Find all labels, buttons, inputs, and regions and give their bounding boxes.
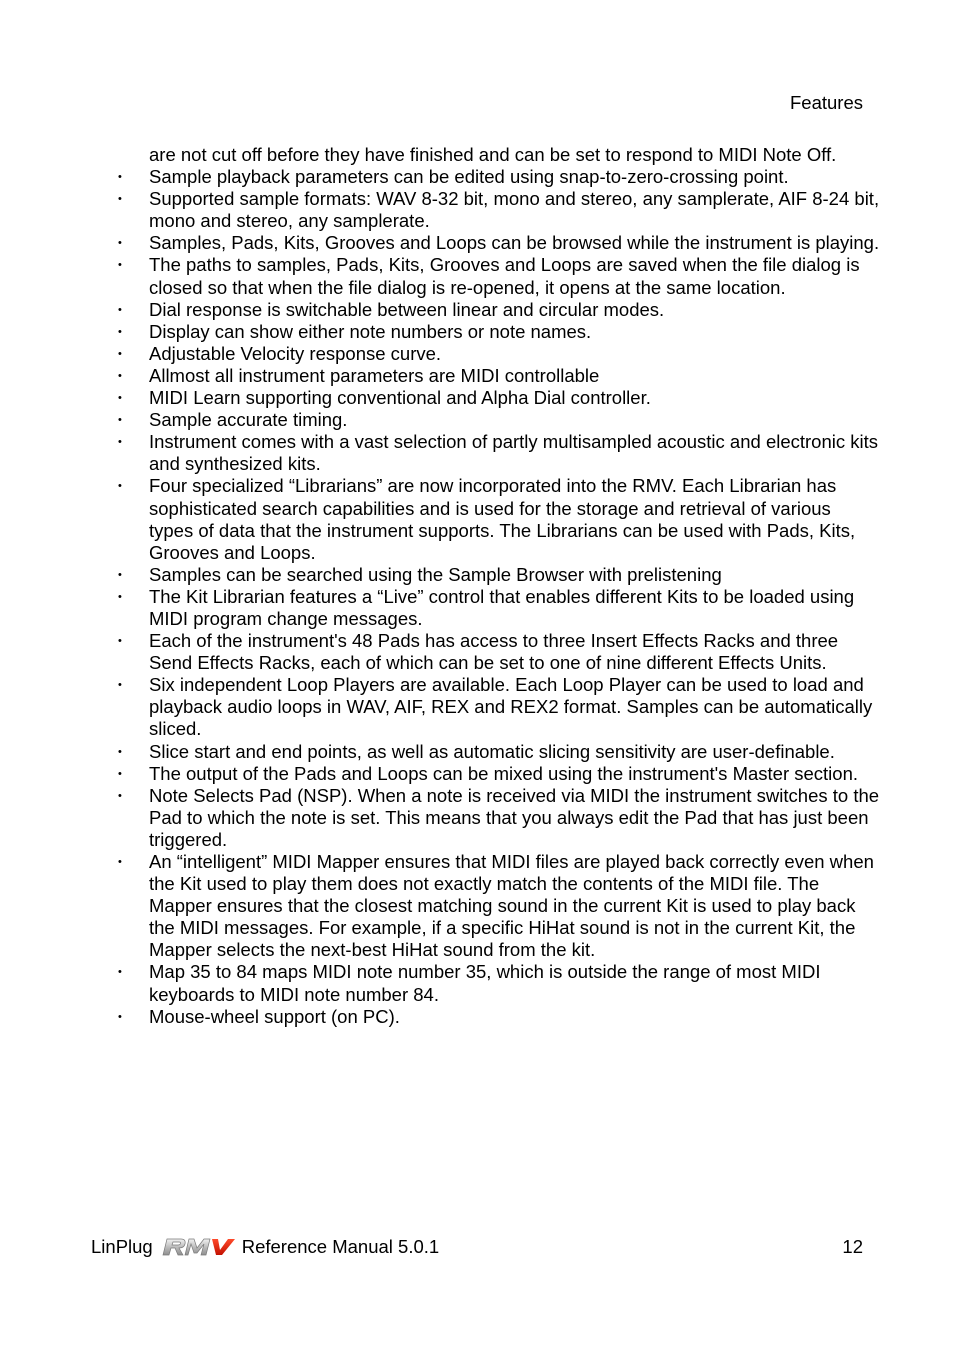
bullet-icon: • <box>118 767 122 780</box>
feature-text: Samples, Pads, Kits, Grooves and Loops can be browsed while the instrument is playing. <box>149 232 880 254</box>
feature-list-item <box>90 763 880 785</box>
feature-list-item <box>90 961 880 1005</box>
bullet-icon: • <box>118 414 122 427</box>
feature-text: Supported sample formats: WAV 8-32 bit, mono and stereo, any samplerate, AIF 8-24 bit, mono and stereo, any samplerate. <box>149 188 880 232</box>
bullet-icon: • <box>118 347 122 360</box>
feature-text: Each of the instrument's 48 Pads has access to three Insert Effects Racks and three Send Effects Racks, each of which can be set to one of nine different Effects Units. <box>149 630 839 674</box>
feature-list-item <box>90 1006 880 1028</box>
feature-list-item <box>90 254 880 298</box>
rmv-logo <box>159 1236 237 1258</box>
feature-list-item <box>90 299 880 321</box>
feature-text: Slice start and end points, as well as automatic slicing sensitivity are user-definable. <box>149 740 835 762</box>
page-footer <box>91 1236 863 1260</box>
bullet-icon: • <box>118 1010 122 1023</box>
feature-text: MIDI Learn supporting conventional and Alpha Dial controller. <box>149 387 651 409</box>
feature-list-item <box>90 475 880 563</box>
feature-text: Instrument comes with a vast selection of partly multisampled acoustic and electronic kits and synthesized kits. <box>149 431 879 475</box>
bullet-icon: • <box>118 193 122 206</box>
feature-list-item <box>90 409 880 431</box>
feature-text: Dial response is switchable between linear and circular modes. <box>149 298 665 320</box>
footer-left <box>91 1236 439 1258</box>
bullet-icon: • <box>118 480 122 493</box>
feature-text: Six independent Loop Players are available. Each Loop Player can be used to load and playback audio loops in WAV, AIF, REX and REX2 format. Samples can be automatically sliced. <box>149 674 873 740</box>
bullet-icon: • <box>118 259 122 272</box>
bullet-icon: • <box>118 436 122 449</box>
bullet-icon: • <box>118 789 122 802</box>
feature-list-item <box>90 166 880 188</box>
feature-list-item <box>90 741 880 763</box>
bullet-icon: • <box>118 679 122 692</box>
feature-text: An “intelligent” MIDI Mapper ensures that MIDI files are played back correctly even when the Kit used to play them does not exactly match the contents of the MIDI file. The Mapper ensures that the closest matching sound in the current Kit is used to play back the MIDI messages. For example, if a specific HiHat sound is not in the current Kit, the Mapper selects the next-best HiHat sound from the kit. <box>149 851 874 961</box>
bullet-icon: • <box>118 635 122 648</box>
feature-text: Display can show either note numbers or note names. <box>149 320 592 342</box>
footer-brand: LinPlug <box>91 1236 153 1257</box>
continued-paragraph: are not cut off before they have finished and can be set to respond to MIDI Note Off. <box>149 144 837 165</box>
feature-list-item <box>90 188 880 232</box>
feature-list-item <box>90 431 880 475</box>
feature-list <box>90 166 880 1028</box>
feature-list-item <box>90 674 880 740</box>
page-number: 12 <box>842 1236 863 1257</box>
feature-text: The paths to samples, Pads, Kits, Grooves and Loops are saved when the file dialog is closed so that when the file dialog is re-opened, it opens at the same location. <box>149 254 860 298</box>
feature-list-item <box>90 785 880 851</box>
feature-text: Adjustable Velocity response curve. <box>149 342 442 364</box>
footer-manual-title: Reference Manual 5.0.1 <box>241 1236 440 1257</box>
section-header: Features <box>789 92 863 113</box>
feature-list-item <box>90 343 880 365</box>
feature-text: Sample accurate timing. <box>149 409 348 431</box>
bullet-icon: • <box>118 392 122 405</box>
bullet-icon: • <box>118 590 122 603</box>
bullet-icon: • <box>118 745 122 758</box>
feature-text: Allmost all instrument parameters are MIDI controllable <box>149 364 600 386</box>
feature-text: Four specialized “Librarians” are now incorporated into the RMV. Each Librarian has sophisticated search capabilities and is used for the storage and retrieval of various types of data that the instrument supports. The Librarians can be used with Pads, Kits, Grooves and Loops. <box>149 475 856 563</box>
feature-text: Sample playback parameters can be edited using snap-to-zero-crossing point. <box>149 166 789 188</box>
bullet-icon: • <box>118 325 122 338</box>
feature-list-item <box>90 564 880 586</box>
page-body <box>90 144 880 1028</box>
feature-text: The Kit Librarian features a “Live” control that enables different Kits to be loaded using MIDI program change messages. <box>149 585 855 629</box>
feature-text: Samples can be searched using the Sample Browser with prelistening <box>149 563 722 585</box>
feature-text: Map 35 to 84 maps MIDI note number 35, which is outside the range of most MIDI keyboards to MIDI note number 84. <box>149 961 821 1005</box>
feature-text: Mouse-wheel support (on PC). <box>149 1005 400 1027</box>
bullet-icon: • <box>118 856 122 868</box>
feature-list-item <box>90 387 880 409</box>
bullet-icon: • <box>118 303 122 316</box>
bullet-icon: • <box>118 369 122 382</box>
bullet-icon: • <box>118 966 122 979</box>
feature-list-item <box>90 586 880 630</box>
feature-text: Note Selects Pad (NSP). When a note is received via MIDI the instrument switches to the Pad to which the note is set. This means that you always edit the Pad that has just been triggered. <box>149 784 880 850</box>
bullet-icon: • <box>118 568 122 581</box>
feature-list-item <box>90 851 880 961</box>
bullet-icon: • <box>118 237 122 250</box>
bullet-icon: • <box>118 171 122 184</box>
feature-list-item <box>90 365 880 387</box>
feature-list-item <box>90 321 880 343</box>
feature-text: The output of the Pads and Loops can be mixed using the instrument's Master section. <box>149 762 858 784</box>
feature-list-item <box>90 630 880 674</box>
feature-list-item <box>90 232 880 254</box>
